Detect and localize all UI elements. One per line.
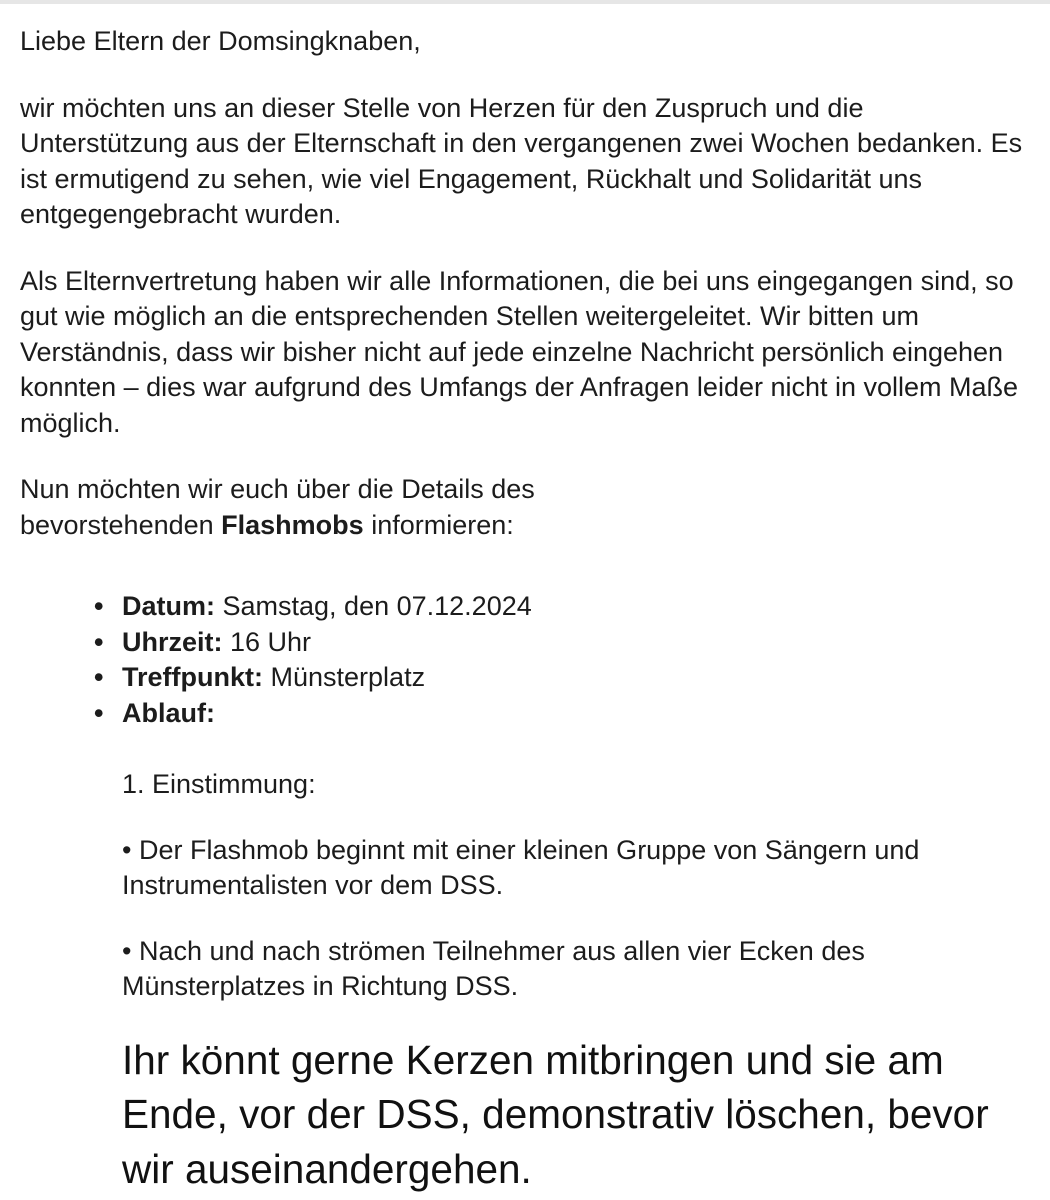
step-title: 1. Einstimmung: bbox=[122, 769, 316, 799]
step-point: • Der Flashmob beginnt mit einer kleinen Gruppe von Sängern und Instrumentalisten vor dem DSS. bbox=[122, 834, 920, 900]
letter-body bbox=[20, 24, 1035, 1196]
detail-date bbox=[94, 589, 1035, 625]
detail-time bbox=[94, 625, 1035, 661]
flashmob-intro bbox=[20, 472, 1035, 543]
bullet-icon: • bbox=[94, 591, 104, 621]
bullet-icon: • bbox=[94, 697, 104, 728]
detail-schedule bbox=[94, 696, 1035, 732]
detail-meeting-point bbox=[94, 660, 1035, 696]
bullet-icon: • bbox=[94, 626, 104, 657]
intro-line1: Nun möchten wir euch über die Details des bbox=[20, 474, 535, 504]
intro-line2-after: informieren: bbox=[363, 509, 514, 540]
bullet-icon: • bbox=[94, 662, 104, 692]
step-point: • Nach und nach strömen Teilnehmer aus allen vier Ecken des Münsterplatzes in Richtung DSS. bbox=[122, 935, 865, 1001]
info-paragraph: Als Elternvertretung haben wir alle Informationen, die bei uns eingegangen sind, so gut wie möglich an die entsprechenden Stellen weitergeleitet. Wir bitten um Verständnis, dass wir bisher nicht auf jede einzelne Nachricht persönlich eingehen konnten – dies war aufgrund des Umfangs der Anfragen leider nicht in vollem Maße möglich. bbox=[20, 265, 1019, 438]
greeting: Liebe Eltern der Domsingknaben, bbox=[20, 26, 421, 56]
details-list bbox=[20, 589, 1035, 731]
detail-value: 16 Uhr bbox=[222, 626, 312, 657]
candle-note: Ihr könnt gerne Kerzen mitbringen und sie am Ende, vor der DSS, demonstrativ löschen, bevor wir auseinandergehen. bbox=[122, 1036, 989, 1192]
detail-label: Datum: bbox=[122, 591, 215, 621]
detail-value: Münsterplatz bbox=[263, 662, 426, 692]
detail-label: Uhrzeit: bbox=[122, 626, 223, 657]
detail-label: Treffpunkt: bbox=[122, 662, 263, 692]
flashmob-keyword: Flashmobs bbox=[221, 509, 364, 540]
thanks-paragraph: wir möchten uns an dieser Stelle von Herzen für den Zuspruch und die Unterstützung aus der Elternschaft in den vergangenen zwei Wochen bedanken. Es ist ermutigend zu sehen, wie viel Engagement, Rückhalt und Solidarität uns entgegengebracht wurden. bbox=[20, 92, 1023, 229]
detail-value: Samstag, den 07.12.2024 bbox=[215, 591, 532, 621]
detail-label: Ablauf: bbox=[122, 697, 215, 728]
intro-line2-before: bevorstehenden bbox=[20, 509, 222, 540]
top-divider bbox=[0, 0, 1050, 4]
schedule-steps bbox=[20, 767, 1035, 1196]
